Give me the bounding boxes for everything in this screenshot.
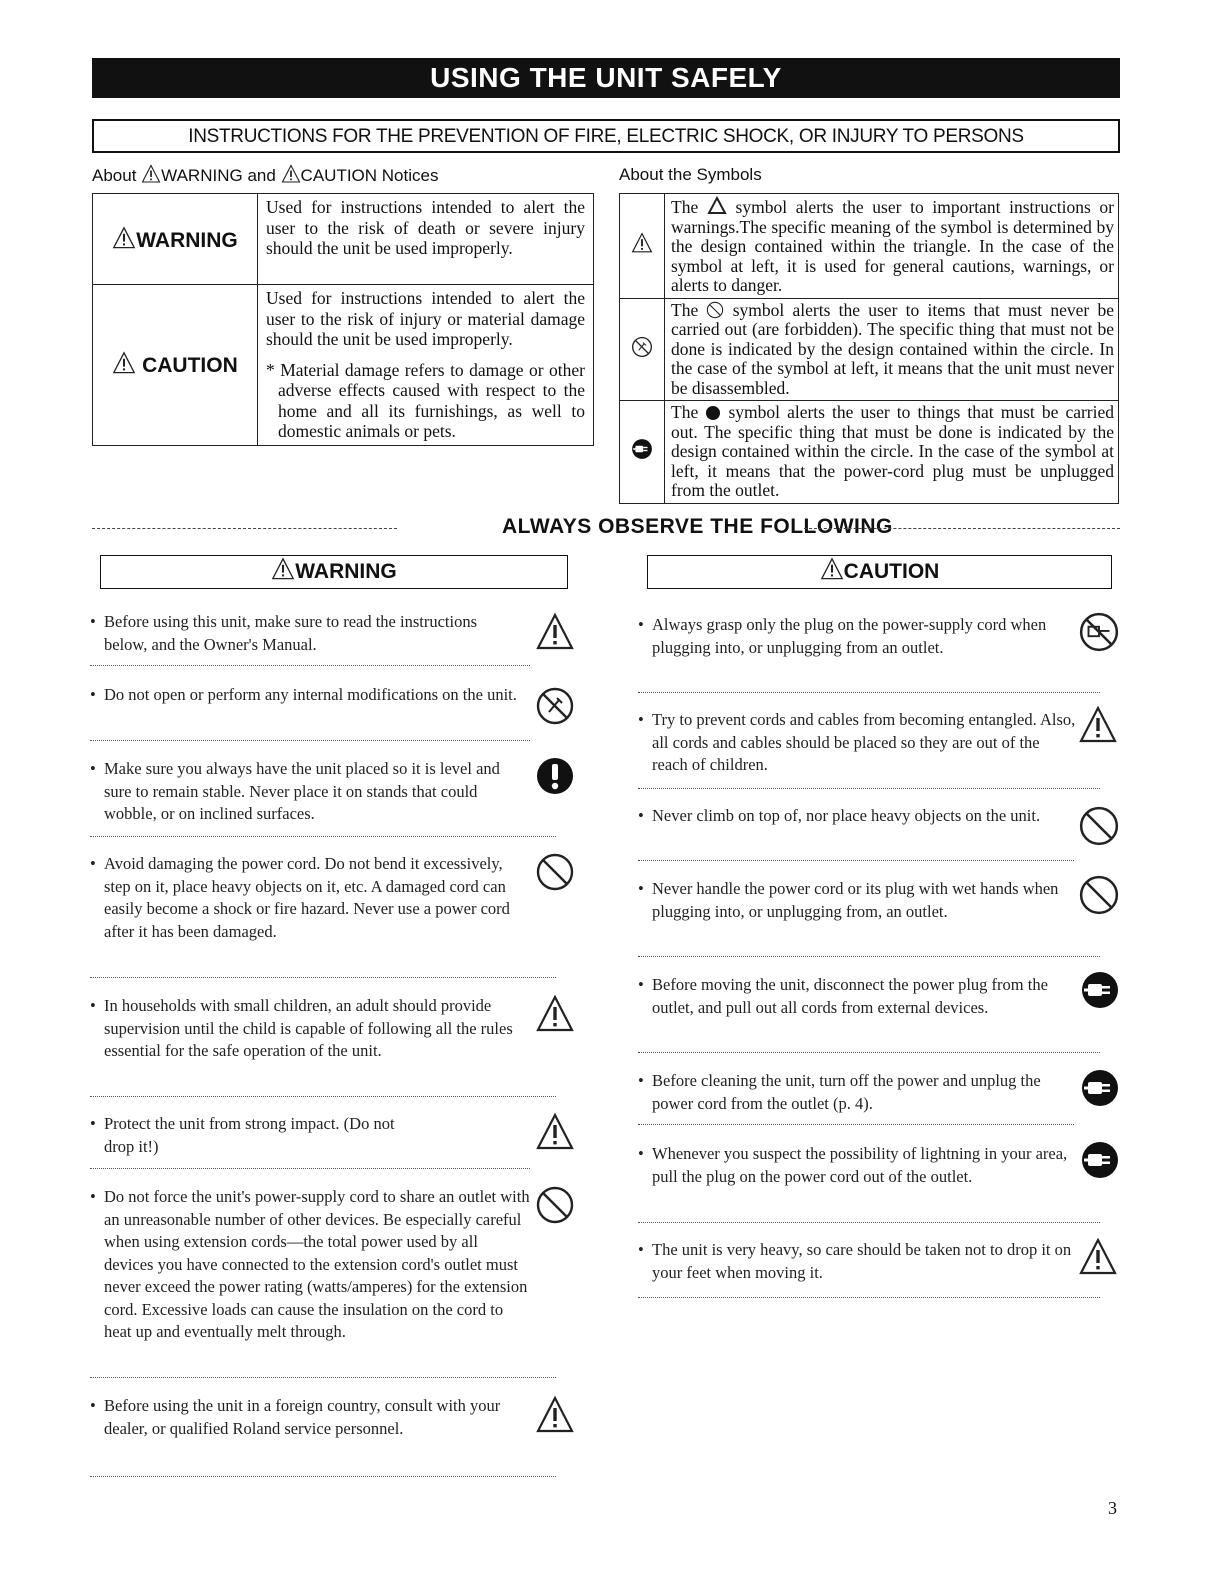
caution-triangle-icon — [141, 164, 161, 184]
list-item — [638, 614, 1076, 659]
dotted-separator — [90, 665, 530, 666]
caution-triangle-icon — [281, 164, 301, 184]
bullet: • — [638, 1071, 644, 1090]
bullet: • — [638, 1144, 644, 1163]
triangle-icon — [707, 196, 727, 216]
mandatory-icon — [535, 756, 575, 796]
no-pull-cord-icon — [1078, 611, 1120, 653]
list-item-text: The unit is very heavy, so care should be taken not to drop it on your feet when moving it. — [652, 1240, 1072, 1282]
list-item-text: Make sure you always have the unit placed so it is level and sure to remain stable. Never place it on stands that could wobble, or on inclined surfaces. — [104, 759, 500, 823]
dotted-separator — [638, 1124, 1074, 1125]
list-item — [638, 709, 1076, 777]
list-item-text: Avoid damaging the power cord. Do not bend it excessively, step on it, place heavy objects on it, etc. A damaged cord can easily become a shock or fire hazard. Never use a power cord after it has been damaged. — [104, 854, 510, 941]
always-observe-heading: ALWAYS OBSERVE THE FOLLOWING — [502, 515, 893, 538]
symbols-table — [619, 193, 1119, 504]
bullet: • — [90, 1396, 96, 1415]
caution-triangle-icon — [535, 612, 575, 652]
warning-notice-text: Used for instructions intended to alert the user to the risk of death or severe injury should the unit be used improperly. — [258, 194, 594, 285]
list-item-text: Protect the unit from strong impact. (Do not drop it!) — [104, 1114, 395, 1156]
symbol-text-triangle — [665, 194, 1119, 299]
always-observe-divider — [92, 515, 1120, 541]
caution-notice-label — [93, 285, 258, 446]
caution-label-text: CAUTION — [142, 354, 238, 378]
notices-heading-warning: WARNING — [161, 166, 243, 185]
bullet: • — [90, 759, 96, 778]
list-item-text: Do not open or perform any internal modifications on the unit. — [104, 685, 517, 704]
list-item — [638, 805, 1076, 828]
dashed-rule — [92, 528, 397, 529]
list-item — [638, 1070, 1076, 1115]
prohibition-icon — [535, 852, 575, 892]
caution-notice-row — [93, 285, 594, 446]
dotted-separator — [638, 956, 1100, 957]
caution-notice-text — [258, 285, 594, 446]
caution-triangle-icon — [820, 557, 844, 581]
symbol-row-triangle — [620, 194, 1119, 299]
no-disassembly-icon — [535, 686, 575, 726]
notices-heading-suffix: Notices — [381, 166, 439, 185]
dotted-separator — [90, 977, 556, 978]
list-item-text: Whenever you suspect the possibility of lightning in your area, pull the plug on the power cord out of the outlet. — [652, 1144, 1068, 1186]
list-item — [90, 611, 524, 656]
list-item-text: Before moving the unit, disconnect the power plug from the outlet, and pull out all cords from external devices. — [652, 975, 1048, 1017]
list-item — [90, 1113, 414, 1158]
dotted-separator — [638, 692, 1100, 693]
bullet: • — [90, 1114, 96, 1133]
caution-column-heading — [647, 555, 1112, 589]
symbol-icon-cell — [620, 194, 665, 299]
warning-label-text: WARNING — [136, 228, 238, 252]
page-subtitle: INSTRUCTIONS FOR THE PREVENTION OF FIRE, ELECTRIC SHOCK, OR INJURY TO PERSONS — [92, 119, 1120, 153]
symbol-text-mandatory — [665, 401, 1119, 504]
list-item — [638, 1143, 1076, 1188]
bullet: • — [90, 685, 96, 704]
symbol-text-body: symbol alerts the user to items that must never be carried out (are forbidden). The specific thing that must not be done is indicated by the design contained within the circle. In the case of the symbol at left, it means that the unit must never be disassembled. — [671, 299, 1115, 398]
dotted-separator — [90, 1096, 556, 1097]
bullet: • — [638, 806, 644, 825]
list-item — [90, 684, 530, 707]
caution-triangle-icon — [1078, 705, 1118, 745]
notices-heading — [92, 164, 438, 186]
list-item-text: Before cleaning the unit, turn off the power and unplug the power cord from the outlet (p. 4). — [652, 1071, 1041, 1113]
notices-heading-caution: CAUTION — [300, 166, 378, 185]
caution-column-heading-text: CAUTION — [843, 560, 940, 583]
unplug-icon — [1080, 1068, 1120, 1108]
bullet: • — [638, 710, 644, 729]
notice-table — [92, 193, 594, 446]
dotted-separator — [90, 740, 530, 741]
list-item — [90, 995, 530, 1063]
list-item-text: In households with small children, an adult should provide supervision until the child is capable of following all the rules essential for the safe operation of the unit. — [104, 996, 513, 1060]
prohibition-icon — [535, 1185, 575, 1225]
prohibition-icon — [706, 301, 724, 319]
prohibition-icon — [1078, 874, 1120, 916]
dotted-separator — [638, 1297, 1100, 1298]
dotted-separator — [90, 1476, 556, 1477]
list-item-text: Before using the unit in a foreign country, consult with your dealer, or qualified Roland service personnel. — [104, 1396, 501, 1438]
notices-heading-prefix: About — [92, 166, 137, 185]
caution-triangle-icon — [535, 1395, 575, 1435]
list-item — [638, 878, 1076, 923]
dotted-separator — [638, 788, 1100, 789]
warning-notice-row — [93, 194, 594, 285]
caution-notice-description: Used for instructions intended to alert the user to the risk of injury or material damage should the unit be used improperly. — [266, 288, 585, 349]
notices-heading-and: and — [247, 166, 276, 185]
dotted-separator — [638, 1052, 1100, 1053]
dotted-separator — [90, 836, 556, 837]
list-item — [90, 853, 530, 943]
bullet: • — [90, 1187, 96, 1206]
bullet: • — [638, 615, 644, 634]
symbol-text-prefix: The — [671, 299, 699, 320]
caution-triangle-icon — [112, 351, 136, 375]
symbol-icon-cell — [620, 298, 665, 401]
dotted-separator — [638, 1222, 1100, 1223]
list-item-text: Never handle the power cord or its plug with wet hands when plugging into, or unplugging from, an outlet. — [652, 879, 1059, 921]
symbol-icon-cell — [620, 401, 665, 504]
caution-triangle-icon — [271, 557, 295, 581]
bullet: • — [90, 612, 96, 631]
warning-column-heading-text: WARNING — [295, 560, 397, 583]
unplug-icon — [1080, 1140, 1120, 1180]
list-item — [638, 1239, 1076, 1284]
page-title: USING THE UNIT SAFELY — [92, 58, 1120, 98]
filled-circle-icon — [705, 405, 721, 421]
dotted-separator — [638, 860, 1074, 861]
bullet: • — [638, 1240, 644, 1259]
list-item-text: Try to prevent cords and cables from becoming entangled. Also, all cords and cables should be placed so they are out of the reach of children. — [652, 710, 1076, 774]
bullet: • — [90, 996, 96, 1015]
list-item — [90, 1186, 530, 1344]
caution-triangle-icon — [112, 226, 136, 250]
caution-notice-note: * Material damage refers to damage or other adverse effects caused with respect to the home and all its furnishings, as well to domestic animals or pets. — [266, 359, 585, 441]
list-item-text: Before using this unit, make sure to read the instructions below, and the Owner's Manual. — [104, 612, 478, 654]
dotted-separator — [90, 1168, 530, 1169]
symbols-heading: About the Symbols — [619, 165, 762, 184]
symbol-row-mandatory — [620, 401, 1119, 504]
unplug-icon — [1080, 970, 1120, 1010]
list-item-text: Never climb on top of, nor place heavy objects on the unit. — [652, 806, 1041, 825]
caution-triangle-icon — [535, 1112, 575, 1152]
caution-triangle-icon — [535, 994, 575, 1034]
caution-triangle-icon — [631, 232, 653, 254]
unplug-icon — [631, 438, 653, 460]
bullet: • — [638, 879, 644, 898]
list-item-text: Do not force the unit's power-supply cord to share an outlet with an unreasonable number of other devices. Be especially careful when using extension cords—the total power used by all devices you have connected to the extension cord's outlet must never exceed the power rating (watts/amperes) for the extension cord. Excessive loads can cause the insulation on the cord to heat up and eventually melt through. — [104, 1187, 530, 1341]
symbol-text-prefix: The — [671, 402, 699, 422]
warning-column-heading — [100, 555, 568, 589]
dotted-separator — [90, 1377, 556, 1378]
bullet: • — [638, 975, 644, 994]
list-item — [638, 974, 1076, 1019]
list-item-text: Always grasp only the plug on the power-supply cord when plugging into, or unplugging from an outlet. — [652, 615, 1047, 657]
page-number: 3 — [1108, 1498, 1117, 1518]
list-item — [90, 758, 530, 826]
symbol-text-body: symbol alerts the user to important instructions or warnings.The specific meaning of the symbol is determined by the design contained within the triangle. In the case of the symbol at left, it is used for general cautions, warnings, or alerts to danger. — [671, 197, 1114, 295]
no-disassembly-icon — [631, 336, 653, 358]
list-item — [90, 1395, 530, 1440]
bullet: • — [90, 854, 96, 873]
dashed-rule — [804, 528, 1120, 529]
warning-notice-label — [93, 194, 258, 285]
symbol-text-body: symbol alerts the user to things that must be carried out. The specific thing that must be done is indicated by the design contained within the circle. In the case of the symbol at left, it means that the power-cord plug must be unplugged from the outlet. — [671, 402, 1115, 500]
caution-triangle-icon — [1078, 1237, 1118, 1277]
symbol-text-prefix: The — [671, 197, 699, 217]
prohibition-icon — [1078, 805, 1120, 847]
symbol-row-prohibit — [620, 298, 1119, 401]
symbol-text-prohibit — [665, 298, 1119, 401]
